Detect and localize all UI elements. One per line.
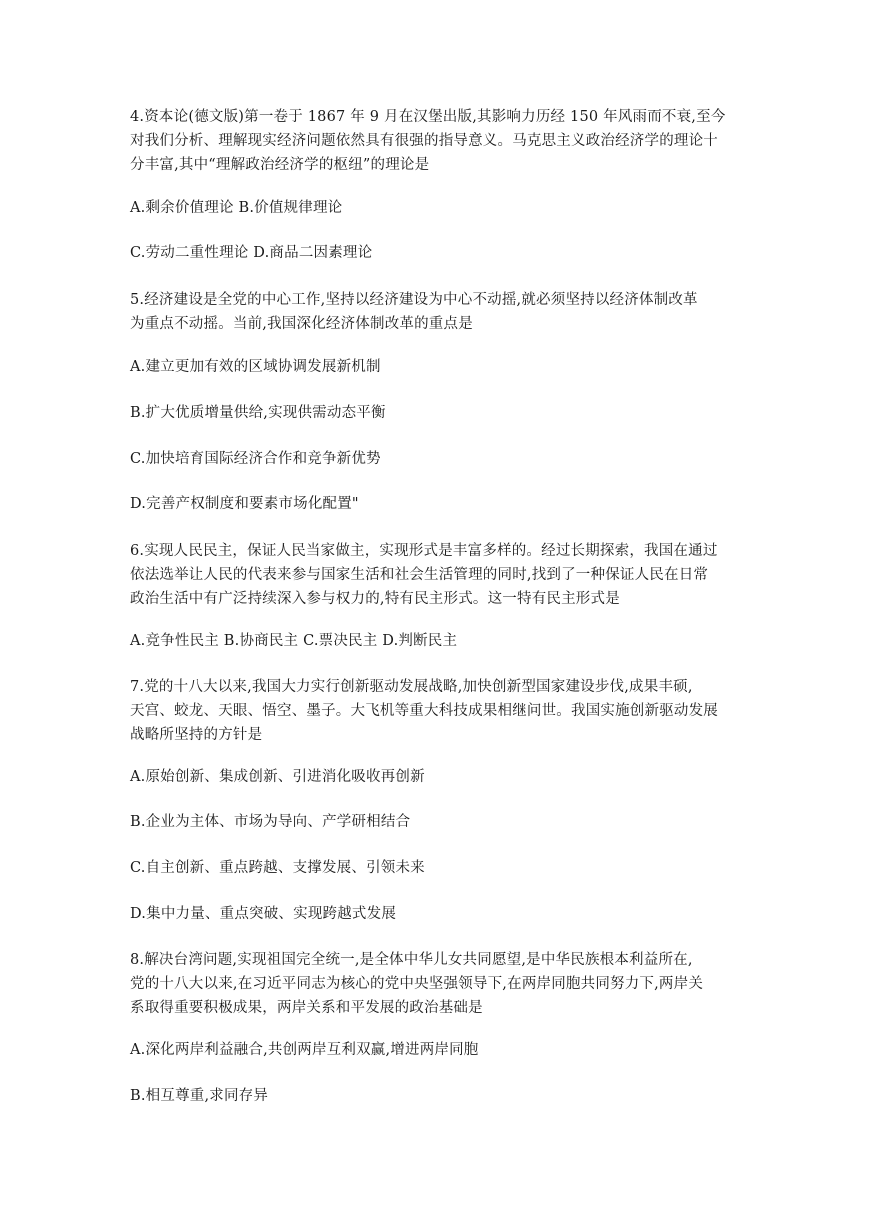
question-4-options-ab: A.剩余价值理论 B.价值规律理论 (130, 200, 343, 216)
question-8-option-a: A.深化两岸利益融合,共创两岸互利双赢,增进两岸同胞 (130, 1042, 479, 1058)
question-4-options-cd: C.劳动二重性理论 D.商品二因素理论 (130, 245, 373, 261)
question-4-stem-line-1: 4.资本论(德文版)第一卷于 1867 年 9 月在汉堡出版,其影响力历经 150 年风雨而不衰,至今 (130, 109, 726, 125)
question-5-stem-line-2: 为重点不动摇。当前,我国深化经济体制改革的重点是 (130, 316, 473, 332)
question-6-stem-line-3: 政治生活中有广泛持续深入参与权力的,特有民主形式。这一特有民主形式是 (130, 591, 620, 607)
question-4-stem-line-2: 对我们分析、理解现实经济问题依然具有很强的指导意义。马克思主义政治经济学的理论十 (130, 133, 718, 149)
question-6-options: A.竞争性民主 B.协商民主 C.票决民主 D.判断民主 (130, 633, 458, 649)
question-7-stem-line-1: 7.党的十八大以来,我国大力实行创新驱动发展战略,加快创新型国家建设步伐,成果丰硕, (130, 679, 693, 695)
question-6-stem-line-1: 6.实现人民民主，保证人民当家做主，实现形式是丰富多样的。经过长期探索，我国在通过 (130, 543, 718, 559)
question-7-stem-line-2: 天宫、蛟龙、天眼、悟空、墨子。大飞机等重大科技成果相继问世。我国实施创新驱动发展 (130, 703, 718, 719)
question-5-option-a: A.建立更加有效的区域协调发展新机制 (130, 359, 381, 375)
question-6-stem-line-2: 依法选举让人民的代表来参与国家生活和社会生活管理的同时,找到了一种保证人民在日常 (130, 567, 709, 583)
question-5-option-d: D.完善产权制度和要素市场化配置" (130, 496, 359, 512)
question-8-stem-line-1: 8.解决台湾问题,实现祖国完全统一,是全体中华儿女共同愿望,是中华民族根本利益所在, (130, 952, 693, 968)
question-8-stem-line-2: 党的十八大以来,在习近平同志为核心的党中央坚强领导下,在两岸同胞共同努力下,两岸关 (130, 976, 704, 992)
question-4-stem-line-3: 分丰富,其中“理解政治经济学的枢纽”的理论是 (130, 157, 430, 173)
question-7-option-b: B.企业为主体、市场为导向、产学研相结合 (130, 814, 411, 830)
question-5-option-c: C.加快培育国际经济合作和竞争新优势 (130, 451, 381, 467)
question-8-stem-line-3: 系取得重要积极成果，两岸关系和平发展的政治基础是 (130, 1000, 483, 1016)
question-7-option-a: A.原始创新、集成创新、引进消化吸收再创新 (130, 769, 425, 785)
question-8-option-b: B.相互尊重,求同存异 (130, 1088, 269, 1104)
question-5-option-b: B.扩大优质增量供给,实现供需动态平衡 (130, 405, 386, 421)
question-7-stem-line-3: 战略所坚持的方针是 (130, 727, 263, 743)
question-7-option-c: C.自主创新、重点跨越、支撑发展、引领未来 (130, 860, 425, 876)
question-5-stem-line-1: 5.经济建设是全党的中心工作,坚持以经济建设为中心不动摇,就必须坚持以经济体制改革 (130, 292, 698, 308)
question-7-option-d: D.集中力量、重点突破、实现跨越式发展 (130, 906, 397, 922)
